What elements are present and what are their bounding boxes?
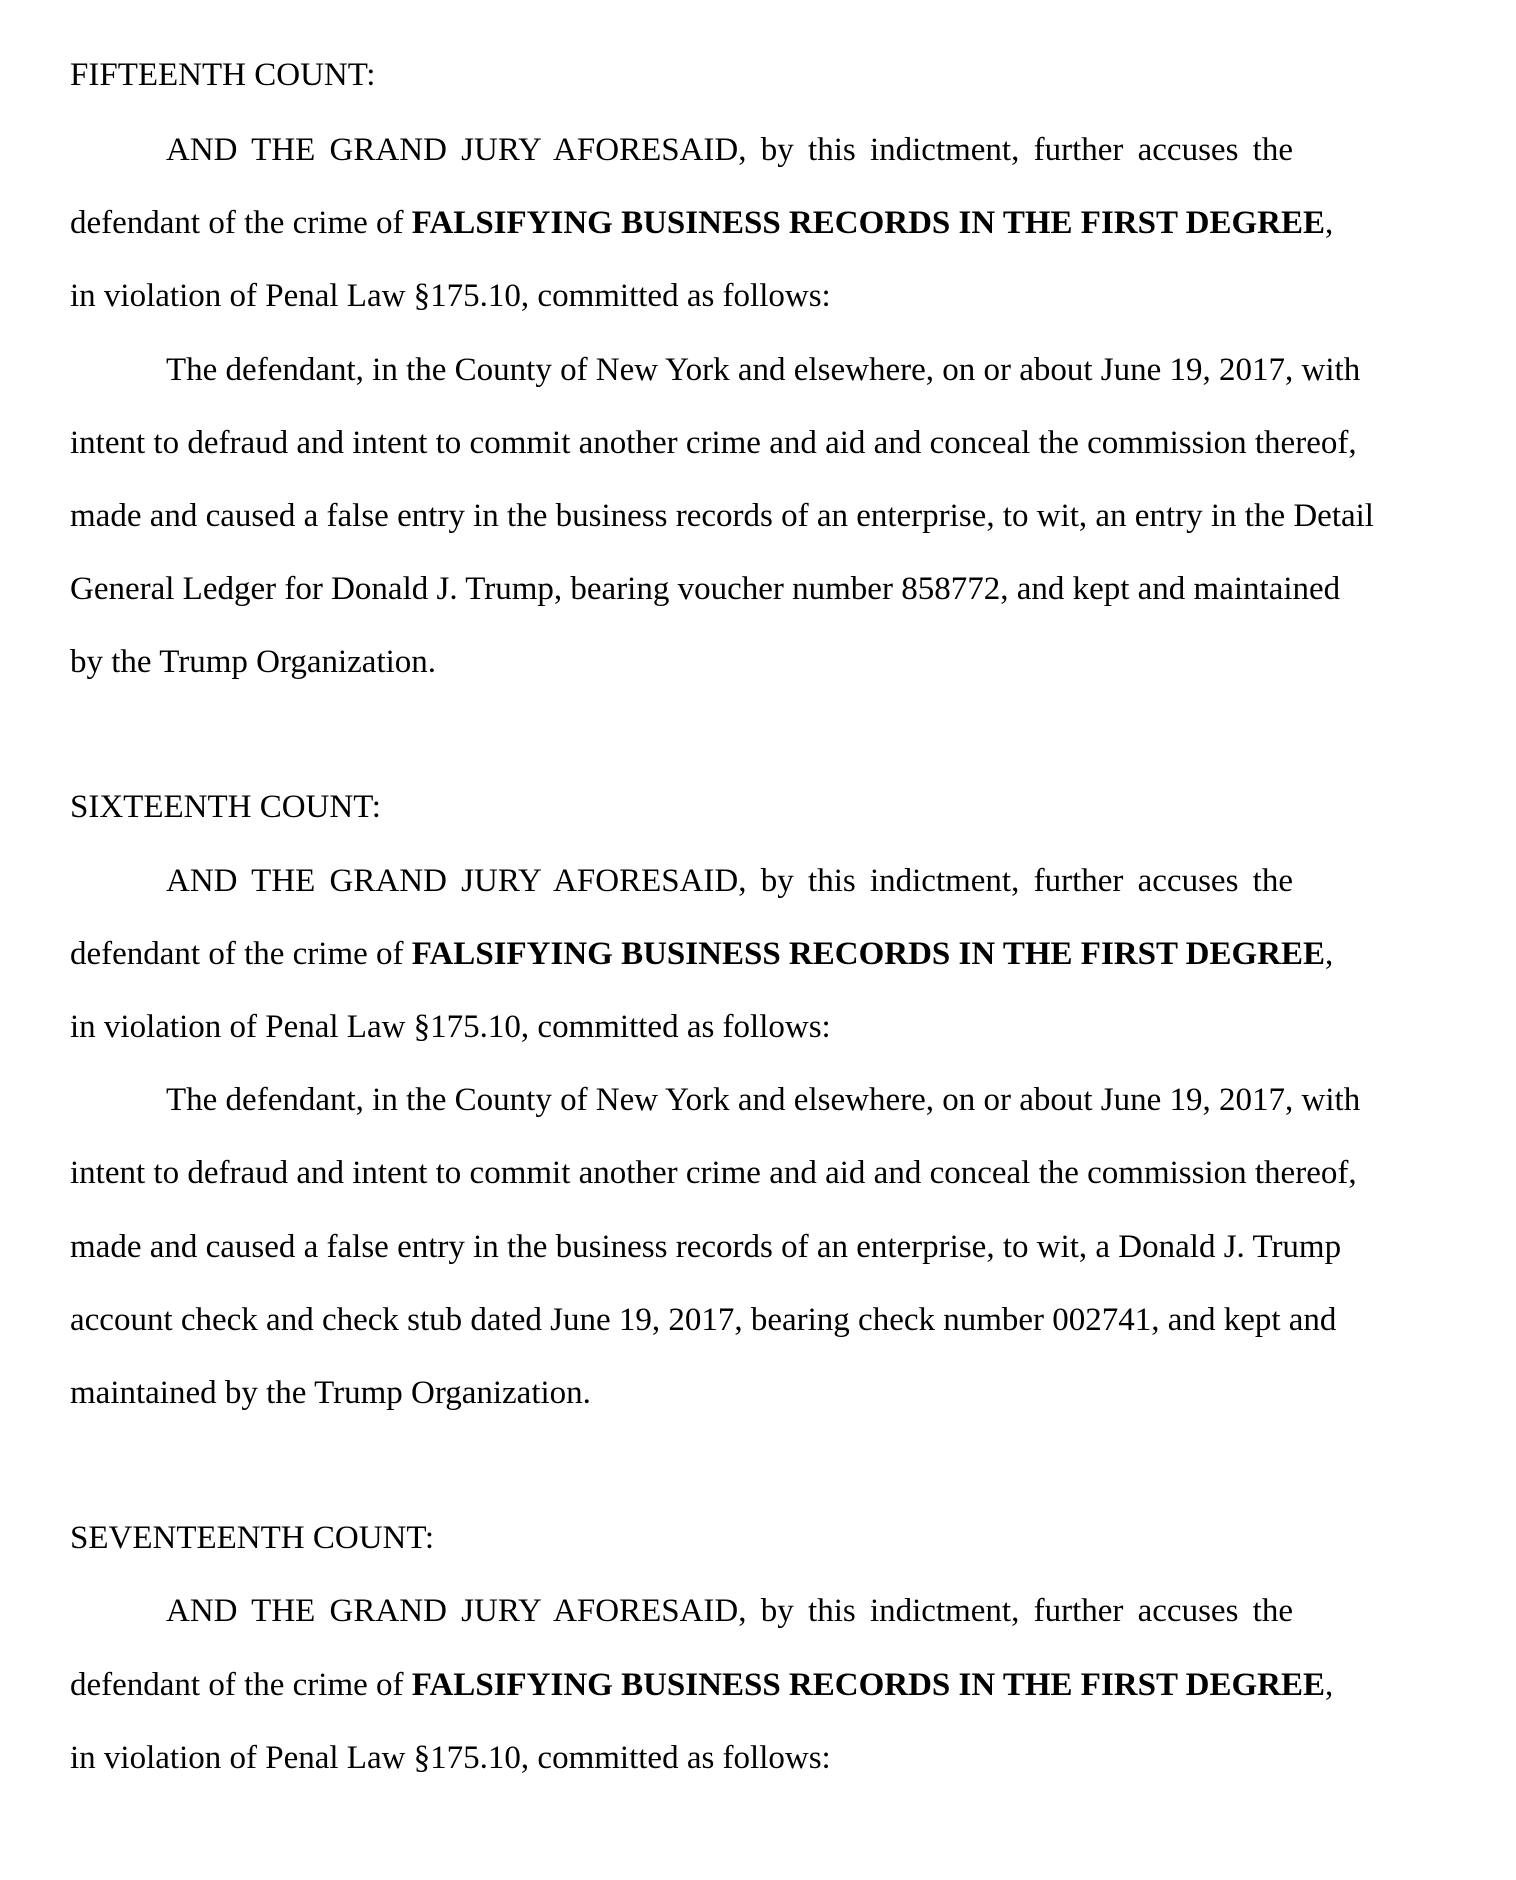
crime-punctuation: , <box>1325 205 1334 241</box>
crime-intro: defendant of the crime of <box>70 936 412 972</box>
crime-intro: defendant of the crime of <box>70 205 412 241</box>
crime-intro: defendant of the crime of <box>70 1667 412 1703</box>
particulars-line: The defendant, in the County of New York and elsewhere, on or about June 19, 2017, with <box>166 1082 1361 1118</box>
count-heading: SIXTEENTH COUNT: <box>70 789 381 825</box>
particulars-line: made and caused a false entry in the business records of an enterprise, to wit, a Donald J. Trump <box>70 1229 1342 1265</box>
accusation-crime-line <box>70 203 1334 243</box>
crime-name: FALSIFYING BUSINESS RECORDS IN THE FIRST DEGREE <box>411 936 1326 972</box>
count-heading: SEVENTEENTH COUNT: <box>70 1520 435 1556</box>
statute-line: in violation of Penal Law §175.10, committed as follows: <box>70 1009 831 1045</box>
accusation-crime-line <box>70 1665 1334 1705</box>
accusation-crime-line <box>70 934 1334 974</box>
crime-name: FALSIFYING BUSINESS RECORDS IN THE FIRST DEGREE <box>411 205 1326 241</box>
crime-punctuation: , <box>1325 1667 1334 1703</box>
accusation-line: AND THE GRAND JURY AFORESAID, by this indictment, further accuses the <box>166 132 1293 168</box>
accusation-line: AND THE GRAND JURY AFORESAID, by this indictment, further accuses the <box>166 1593 1293 1629</box>
particulars-line: maintained by the Trump Organization. <box>70 1375 591 1411</box>
particulars-line: The defendant, in the County of New York and elsewhere, on or about June 19, 2017, with <box>166 352 1361 388</box>
particulars-line: intent to defraud and intent to commit another crime and aid and conceal the commission thereof, <box>70 1155 1357 1191</box>
statute-line: in violation of Penal Law §175.10, committed as follows: <box>70 1740 831 1776</box>
particulars-line: intent to defraud and intent to commit another crime and aid and conceal the commission thereof, <box>70 425 1357 461</box>
particulars-line: made and caused a false entry in the business records of an enterprise, to wit, an entry in the Detail <box>70 498 1374 534</box>
particulars-line: General Ledger for Donald J. Trump, bearing voucher number 858772, and kept and maintained <box>70 571 1341 607</box>
particulars-line: by the Trump Organization. <box>70 644 437 680</box>
crime-punctuation: , <box>1325 936 1334 972</box>
particulars-line: account check and check stub dated June 19, 2017, bearing check number 002741, and kept and <box>70 1302 1337 1338</box>
count-heading: FIFTEENTH COUNT: <box>70 57 376 93</box>
statute-line: in violation of Penal Law §175.10, committed as follows: <box>70 278 831 314</box>
crime-name: FALSIFYING BUSINESS RECORDS IN THE FIRST DEGREE <box>411 1667 1326 1703</box>
accusation-line: AND THE GRAND JURY AFORESAID, by this indictment, further accuses the <box>166 863 1293 899</box>
